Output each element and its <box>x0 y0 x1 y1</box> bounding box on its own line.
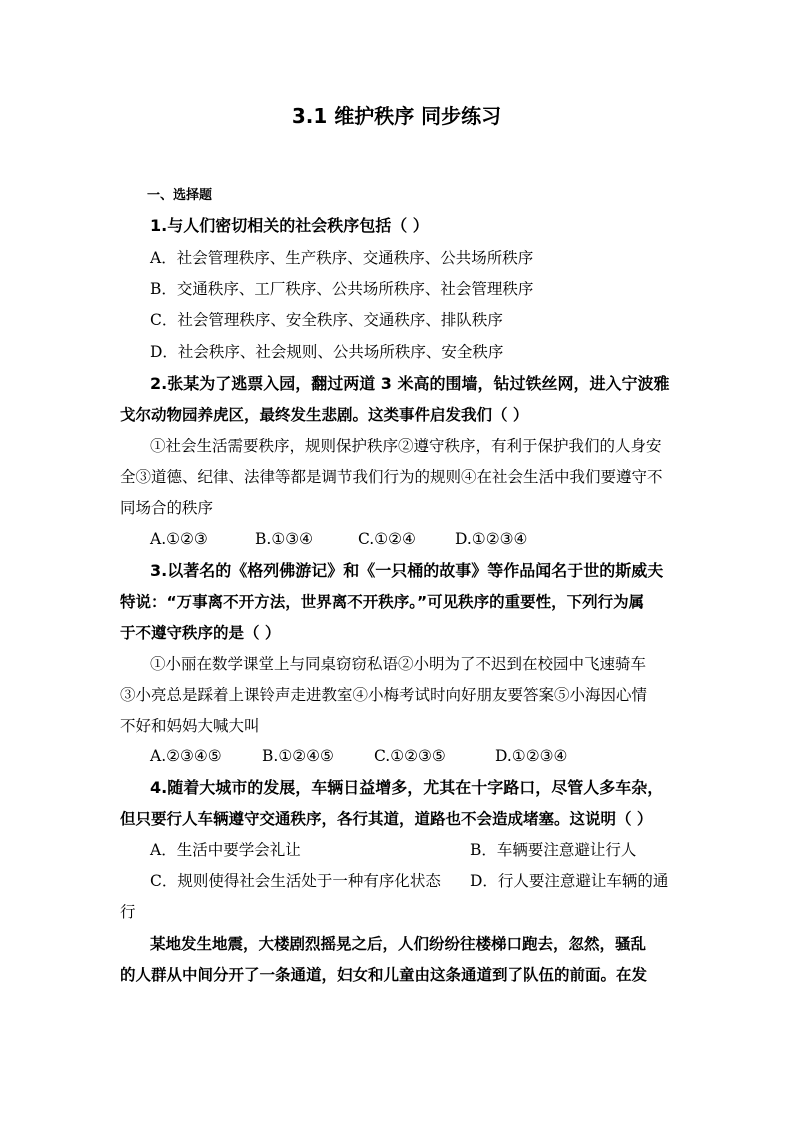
question-1-stem: 1.与人们密切相关的社会秩序包括（ ） <box>150 216 429 235</box>
question-4-option-b: B．车辆要注意避让行人 <box>470 841 637 859</box>
section-heading: 一、选择题 <box>147 188 213 203</box>
passage-line-1: 某地发生地震，大楼剧烈摇晃之后，人们纷纷往楼梯口跑去，忽然，骚乱 <box>150 935 647 953</box>
question-2-statement-line-2: 全③道德、纪律、法律等都是调节我们行为的规则④在社会生活中我们要遵守不 <box>120 468 663 486</box>
question-1-option-a: A．社会管理秩序、生产秩序、交通秩序、公共场所秩序 <box>150 249 534 267</box>
question-3-stem-line-3: 于不遵守秩序的是（ ） <box>120 624 281 642</box>
page-title: 3.1 维护秩序 同步练习 <box>291 104 502 128</box>
question-3-option-b: B.①②④⑤ <box>262 747 334 765</box>
question-2-option-c: C.①②④ <box>358 530 416 548</box>
question-3-statement-line-2: ③小亮总是踩着上课铃声走进教室④小梅考试时向好朋友要答案⑤小海因心情 <box>120 686 648 704</box>
question-3-option-d: D.①②③④ <box>495 747 568 765</box>
question-2-stem-line-1: 2.张某为了逃票入园，翻过两道 3 米高的围墙，钻过铁丝网，进入宁波雅 <box>150 374 670 393</box>
question-4-option-d: D．行人要注意避让车辆的通 <box>470 872 669 890</box>
passage-line-2: 的人群从中间分开了一条通道，妇女和儿童由这条通道到了队伍的前面。在发 <box>120 966 648 984</box>
question-1-option-c: C．社会管理秩序、安全秩序、交通秩序、排队秩序 <box>150 311 503 329</box>
question-2-statement-line-1: ①社会生活需要秩序，规则保护秩序②遵守秩序，有利于保护我们的人身安 <box>150 437 662 455</box>
question-4-stem-line-2: 但只要行人车辆遵守交通秩序，各行其道，道路也不会造成堵塞。这说明（ ） <box>120 810 653 828</box>
question-2-option-d: D.①②③④ <box>455 530 528 548</box>
question-2-statement-line-3: 同场合的秩序 <box>120 499 214 517</box>
question-4-stem-line-1: 4.随着大城市的发展，车辆日益增多，尤其在十字路口，尽管人多车杂， <box>150 778 664 797</box>
question-1-option-d: D．社会秩序、社会规则、公共场所秩序、安全秩序 <box>150 343 504 361</box>
question-1-option-b: B．交通秩序、工厂秩序、公共场所秩序、社会管理秩序 <box>150 280 534 298</box>
question-3-statement-line-1: ①小丽在数学课堂上与同桌窃窃私语②小明为了不迟到在校园中飞速骑车 <box>150 655 647 673</box>
question-2-stem-line-2: 戈尔动物园养虎区，最终发生悲剧。这类事件启发我们（ ） <box>120 406 529 424</box>
question-3-statement-line-3: 不好和妈妈大喊大叫 <box>120 717 260 735</box>
question-4-option-a: A．生活中要学会礼让 <box>150 841 301 859</box>
question-4-option-d-wrap: 行 <box>120 903 136 921</box>
question-3-option-c: C.①②③⑤ <box>374 747 446 765</box>
question-3-stem-line-2: 特说：“万事离不开方法，世界离不开秩序。”可见秩序的重要性，下列行为属 <box>120 593 645 611</box>
question-3-option-a: A.②③④⑤ <box>150 747 222 765</box>
question-3-stem-line-1: 3.以著名的《格列佛游记》和《一只桶的故事》等作品闻名于世的斯威夫 <box>150 561 664 580</box>
question-2-option-a: A.①②③ <box>150 530 208 548</box>
question-2-option-b: B.①③④ <box>255 530 314 548</box>
question-4-option-c: C．规则使得社会生活处于一种有序化状态 <box>150 872 441 890</box>
